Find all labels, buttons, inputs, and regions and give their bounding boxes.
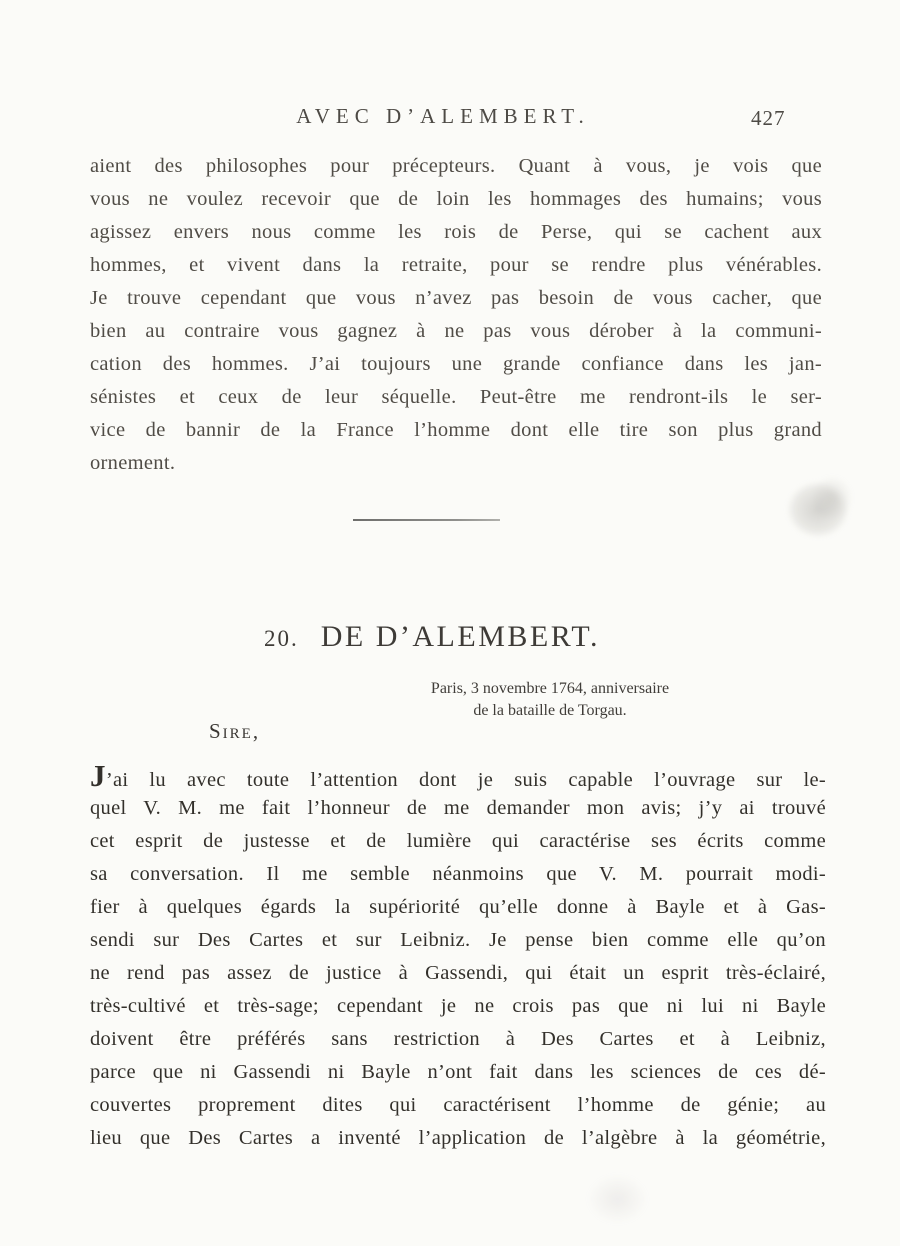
continued-paragraph (90, 150, 822, 480)
paragraph-line: vice de bannir de la France l’homme dont elle tire son plus grand (90, 419, 822, 441)
section-number: 20. (263, 626, 299, 651)
letter-line: doivent être préférés sans restriction à Des Cartes et à Leibniz, (90, 1028, 826, 1050)
paragraph-line: hommes, et vivent dans la retraite, pour se rendre plus vénérables. (90, 254, 822, 276)
paragraph-line: sénistes et ceux de leur séquelle. Peut-être me rendront-ils le ser- (90, 386, 822, 408)
paragraph-line: vous ne voulez recevoir que de loin les hommages des humains; vous (90, 188, 822, 210)
letter-salutation: Sire, (209, 719, 261, 743)
letter-line: sa conversation. Il me semble néanmoins que V. M. pourrait modi- (90, 863, 826, 885)
letter-line: ne rend pas assez de justice à Gassendi, qui était un esprit très-éclairé, (90, 962, 826, 984)
letter-line: fier à quelques égards la supériorité qu’elle donne à Bayle et à Gas- (90, 896, 826, 918)
large-initial: J (90, 759, 106, 792)
letter-body (90, 759, 826, 1155)
section-divider-rule (353, 519, 500, 521)
paragraph-line: cation des hommes. J’ai toujours une grande confiance dans les jan- (90, 353, 822, 375)
paragraph-line: bien au contraire vous gagnez à ne pas vous dérober à la communi- (90, 320, 822, 342)
dateline-line1: Paris, 3 novembre 1764, anniversaire (430, 680, 670, 697)
paragraph-line: ornement. (90, 452, 176, 474)
dateline-line2: de la bataille de Torgau. (473, 702, 627, 719)
letter-line: lieu que Des Cartes a inventé l’application de l’algèbre à la géométrie, (90, 1127, 826, 1149)
paragraph-line: aient des philosophes pour précepteurs. Quant à vous, je vois que (90, 155, 822, 177)
section-heading (0, 620, 864, 654)
letter-dateline (400, 678, 700, 722)
section-title: DE D’ALEMBERT. (320, 620, 601, 653)
scan-stain (570, 1160, 665, 1238)
letter-line (90, 759, 826, 792)
letter-line: quel V. M. me fait l’honneur de me demander mon avis; j’y ai trouvé (90, 797, 826, 819)
page-number: 427 (751, 106, 786, 130)
paragraph-line: agissez envers nous comme les rois de Perse, qui se cachent aux (90, 221, 822, 243)
running-title: AVEC D’ALEMBERT. (296, 104, 590, 128)
letter-line: cet esprit de justesse et de lumière qui caractérise ses écrits comme (90, 830, 826, 852)
letter-line: couvertes proprement dites qui caractérisent l’homme de génie; au (90, 1094, 826, 1116)
paragraph-line: Je trouve cependant que vous n’avez pas besoin de vous cacher, que (90, 287, 822, 309)
letter-line-text: ’ai lu avec toute l’attention dont je suis capable l’ouvrage sur le- (105, 769, 826, 791)
letter-line: sendi sur Des Cartes et sur Leibniz. Je pense bien comme elle qu’on (90, 929, 826, 951)
letter-line: parce que ni Gassendi ni Bayle n’ont fait dans les sciences de ces dé- (90, 1061, 826, 1083)
letter-line: très-cultivé et très-sage; cependant je ne crois pas que ni lui ni Bayle (90, 995, 826, 1017)
